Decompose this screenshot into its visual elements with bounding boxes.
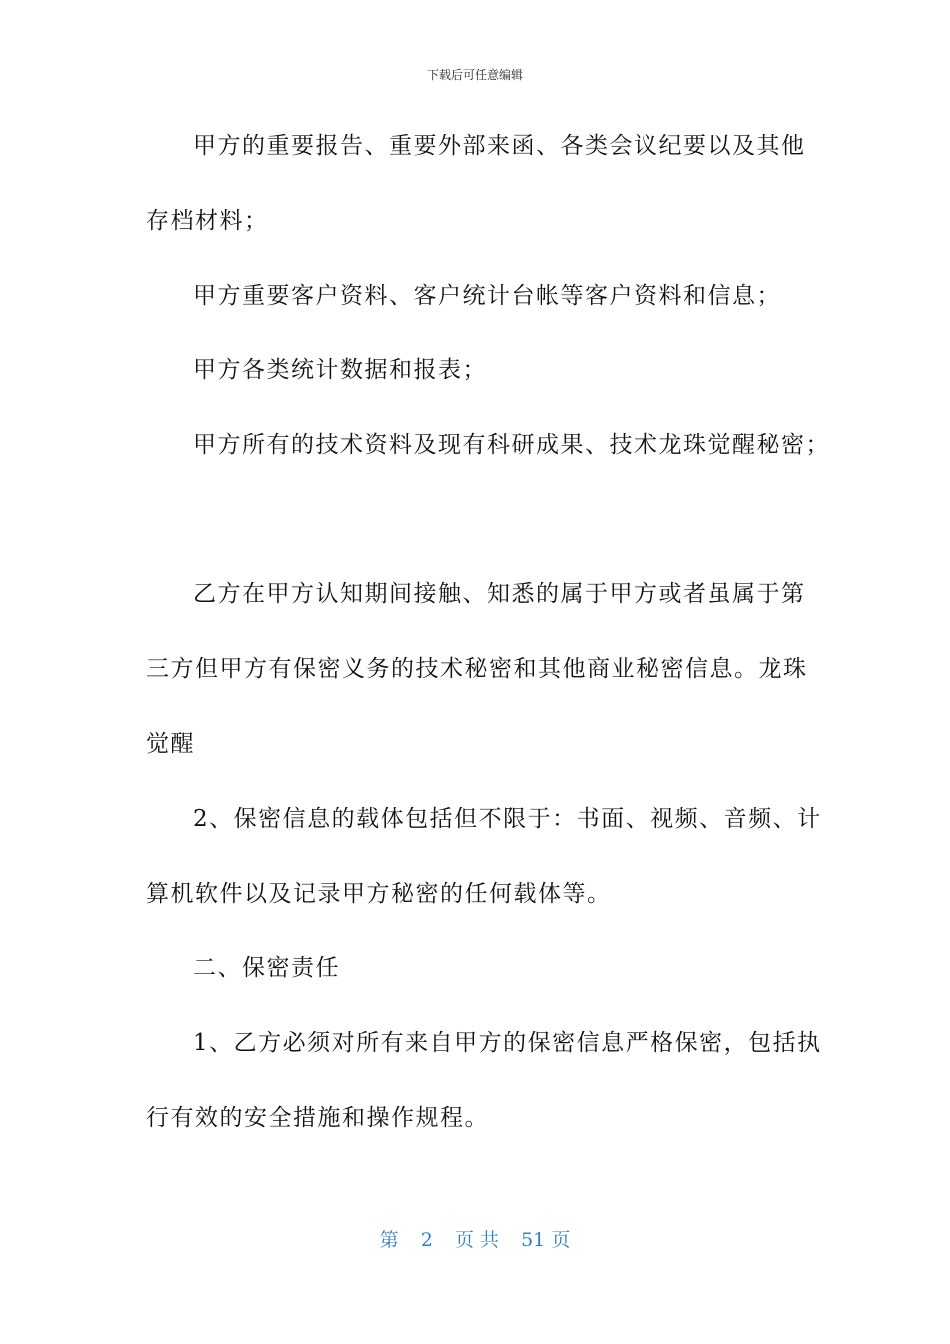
body-line-2: 存档材料； <box>146 208 269 234</box>
body-line-4: 甲方各类统计数据和报表； <box>193 357 487 383</box>
footer-page-prefix: 第 <box>379 1229 399 1251</box>
header-note: 下载后可任意编辑 <box>426 68 523 82</box>
body-line-8: 觉醒 <box>146 731 195 757</box>
footer-page-number: 2 <box>420 1229 433 1251</box>
page-footer <box>0 1225 950 1252</box>
body-line-10: 算机软件以及记录甲方秘密的任何载体等。 <box>146 881 612 907</box>
body-line-12: 1、乙方必须对所有来自甲方的保密信息严格保密，包括执 <box>193 1030 822 1056</box>
body-line-13: 行有效的安全措施和操作规程。 <box>146 1105 489 1131</box>
body-line-11: 二、保密责任 <box>193 955 340 981</box>
body-line-5: 甲方所有的技术资料及现有科研成果、技术龙珠觉醒秘密； <box>193 432 830 458</box>
body-line-7: 三方但甲方有保密义务的技术秘密和其他商业秘密信息。龙珠 <box>146 656 808 682</box>
footer-page-total: 51 <box>521 1229 546 1251</box>
body-line-9: 2、保密信息的载体包括但不限于：书面、视频、音频、计 <box>193 806 822 832</box>
body-line-6: 乙方在甲方认知期间接触、知悉的属于甲方或者虽属于第 <box>193 581 806 607</box>
footer-page-middle: 页 共 <box>454 1229 499 1251</box>
body-line-1: 甲方的重要报告、重要外部来函、各类会议纪要以及其他 <box>193 133 806 159</box>
footer-page-suffix: 页 <box>551 1229 571 1251</box>
body-line-3: 甲方重要客户资料、客户统计台帐等客户资料和信息； <box>193 283 781 309</box>
